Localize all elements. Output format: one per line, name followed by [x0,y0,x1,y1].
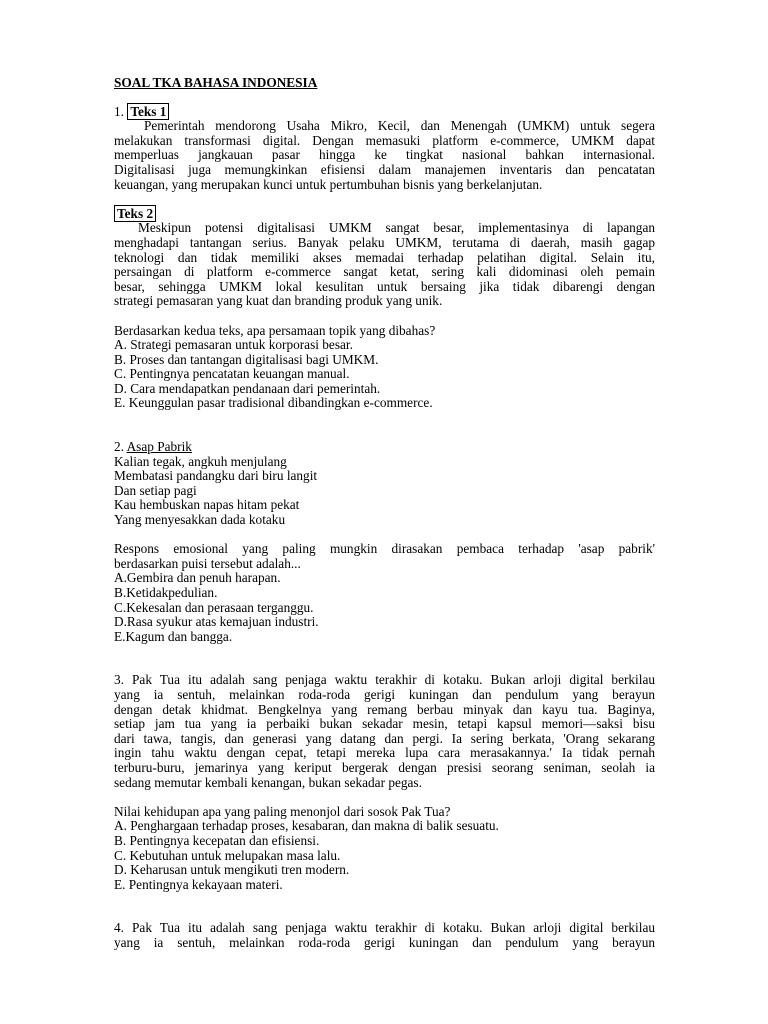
q1-option-d: D. Cara mendapatkan pendanaan dari pemerintah. [114,380,381,396]
poem-line: Kau hembuskan napas hitam pekat [114,497,300,513]
document-page [114,76,655,950]
poem [114,455,655,528]
q3-option-e: E. Pentingnya kekayaan materi. [114,876,283,892]
q1-number: 1. [114,103,124,119]
q3-options [114,819,655,892]
page-title: SOAL TKA BAHASA INDONESIA [114,75,318,90]
teks1-line: Pemerintah mendorong Usaha Mikro, Kecil, dan Menengah (UMKM) untuk segera [144,118,655,134]
teks2-line: strategi pemasaran yang kuat dan branding produk yang unik. [114,293,443,309]
q3-passage-line: sedang memutar kembali kenangan, bukan sekadar pegas. [114,774,422,790]
q3-option-d: D. Keharusan untuk mengikuti tren modern. [114,862,350,878]
q2-question-line: berdasarkan puisi tersebut adalah... [114,555,301,571]
q3-passage-line: 3. Pak Tua itu adalah sang penjaga waktu terakhir di kotaku. Bukan arloji digital berkilau [114,672,655,688]
q2-header [114,440,655,455]
q4-passage-line: yang ia sentuh, melainkan roda-roda gerigi kuningan dan pendulum yang berayun [114,934,655,950]
teks2-line: besar, sehingga UMKM lokal kesulitan untuk bersaing jika tidak dibarengi dengan [114,278,655,294]
q1-header [114,105,655,120]
q2-option-d: D.Rasa syukur atas kemajuan industri. [114,614,319,630]
poem-title: Asap Pabrik [126,439,192,455]
q2-option-b: B.Ketidakpedulian. [114,585,218,600]
q3-passage-line: dari tawa, tangis, dan generasi yang datang dan pergi. Ia sering berkata, 'Orang sekarang [114,730,655,746]
q2-question [114,542,655,571]
q3-passage-line: terburu-buru, jemarinya yang keriput bergerak dengan presisi seorang seniman, seolah ia [114,759,655,775]
teks2-paragraph [114,221,655,309]
q3-option-a: A. Penghargaan terhadap proses, kesabaran, dan makna di balik sesuatu. [114,818,499,834]
q3-passage-line: ingin tahu waktu dengan cepat, tetapi mereka lupa cara merasakannya.' Ia tidak pernah [114,745,655,761]
q1-options [114,338,655,411]
teks1-line: memperluas jangkauan pasar hingga ke tingkat nasional bahkan internasional. [114,147,655,163]
q2-options [114,571,655,644]
q2-number: 2. [114,439,124,455]
q2-option-c: C.Kekesalan dan perasaan terganggu. [114,599,314,615]
q1-option-e: E. Keunggulan pasar tradisional dibandingkan e-commerce. [114,395,433,411]
q2-question-line: Respons emosional yang paling mungkin dirasakan pembaca terhadap 'asap pabrik' [114,541,655,557]
teks1-paragraph [114,119,655,192]
teks2-line: Meskipun potensi digitalisasi UMKM sangat besar, implementasinya di lapangan [138,220,655,236]
q2-option-e: E.Kagum dan bangga. [114,628,233,644]
q1-option-a: A. Strategi pemasaran untuk korporasi besar. [114,337,353,353]
poem-line: Yang menyesakkan dada kotaku [114,512,286,528]
q3-passage-line: dengan detak khidmat. Bengkelnya yang remang berbau minyak dan kayu tua. Baginya, [114,701,655,717]
q4-passage-line: 4. Pak Tua itu adalah sang penjaga waktu terakhir di kotaku. Bukan arloji digital berkilau [114,920,655,936]
poem-line: Kalian tegak, angkuh menjulang [114,453,287,469]
teks1-line: keuangan, yang merupakan kunci untuk pertumbuhan bisnis yang berkelanjutan. [114,176,543,192]
teks2-line: persaingan di platform e-commerce sangat ketat, sering kali didominasi oleh pemain [114,264,655,280]
teks2-line: menghadapi tantangan serius. Banyak pelaku UMKM, terutama di daerah, masih gagap [114,234,655,250]
poem-line: Membatasi pandangku dari biru langit [114,468,318,484]
q3-option-c: C. Kebutuhan untuk melupakan masa lalu. [114,847,341,863]
q1-question: Berdasarkan kedua teks, apa persamaan topik yang dibahas? [114,322,436,338]
q3-option-b: B. Pentingnya kecepatan dan efisiensi. [114,832,320,848]
q3-question: Nilai kehidupan apa yang paling menonjol dari sosok Pak Tua? [114,803,451,819]
q3-passage-line: yang ia sentuh, melainkan roda-roda gerigi kuningan dan pendulum yang berayun [114,686,655,702]
teks1-line: Digitalisasi juga memungkinkan efisiensi dalam manajemen inventaris dan pencatatan [114,161,655,177]
q1-option-b: B. Proses dan tantangan digitalisasi bagi UMKM. [114,351,379,367]
teks2-header [114,207,655,222]
q1-option-c: C. Pentingnya pencatatan keuangan manual. [114,366,350,382]
q4-passage [114,921,655,950]
poem-line: Dan setiap pagi [114,482,197,498]
teks1-label: Teks 1 [127,103,169,120]
q3-passage [114,673,655,790]
teks2-label: Teks 2 [114,205,156,222]
q3-passage-line: setiap jam tua yang ia perbaiki bukan sekadar mesin, tetapi kapsul memori—saksi bisu [114,716,655,732]
q2-option-a: A.Gembira dan penuh harapan. [114,570,281,586]
teks2-line: teknologi dan tidak memiliki akses memadai terhadap pelatihan digital. Selain itu, [114,249,655,265]
teks1-line: melakukan transformasi digital. Dengan memasuki platform e-commerce, UMKM dapat [114,132,655,148]
